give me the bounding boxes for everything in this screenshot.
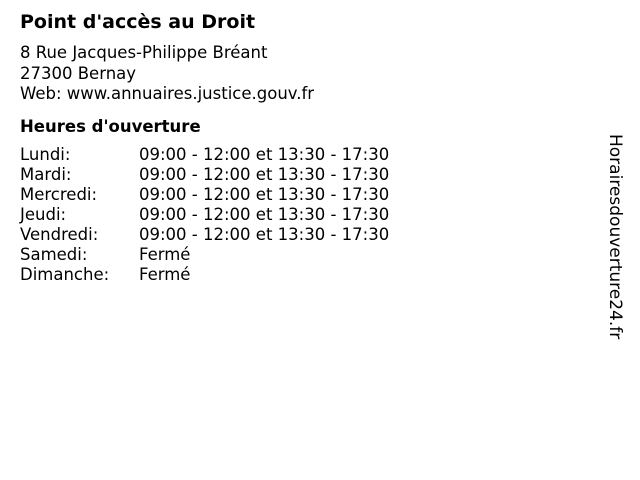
day-label: Vendredi: [20, 224, 99, 244]
hours-row-friday [20, 225, 600, 245]
hours-value: 09:00 - 12:00 et 13:30 - 17:30 [139, 224, 390, 244]
day-label: Jeudi: [20, 204, 67, 224]
day-label: Mercredi: [20, 184, 98, 204]
city-address: 27300 Bernay [20, 63, 137, 83]
hours-row-saturday [20, 245, 600, 265]
opening-hours-card [20, 10, 600, 285]
day-label: Samedi: [20, 244, 88, 264]
hours-value: Fermé [139, 264, 191, 284]
hours-value: 09:00 - 12:00 et 13:30 - 17:30 [139, 144, 390, 164]
hours-value: 09:00 - 12:00 et 13:30 - 17:30 [139, 184, 390, 204]
site-watermark: Horairesdouverture24.fr [605, 134, 625, 340]
hours-row-sunday [20, 265, 600, 285]
day-label: Mardi: [20, 164, 72, 184]
hours-heading: Heures d'ouverture [20, 116, 201, 136]
day-label: Lundi: [20, 144, 71, 164]
hours-value: 09:00 - 12:00 et 13:30 - 17:30 [139, 164, 390, 184]
hours-row-monday [20, 145, 600, 165]
hours-value: Fermé [139, 244, 191, 264]
hours-value: 09:00 - 12:00 et 13:30 - 17:30 [139, 204, 390, 224]
street-address: 8 Rue Jacques-Philippe Bréant [20, 43, 268, 62]
hours-row-thursday [20, 205, 600, 225]
hours-row-tuesday [20, 165, 600, 185]
address-block [20, 43, 600, 105]
day-label: Dimanche: [20, 264, 110, 284]
page-title: Point d'accès au Droit [20, 11, 256, 33]
website-line: Web: www.annuaires.justice.gouv.fr [20, 84, 315, 103]
hours-table [20, 145, 600, 285]
hours-row-wednesday [20, 185, 600, 205]
